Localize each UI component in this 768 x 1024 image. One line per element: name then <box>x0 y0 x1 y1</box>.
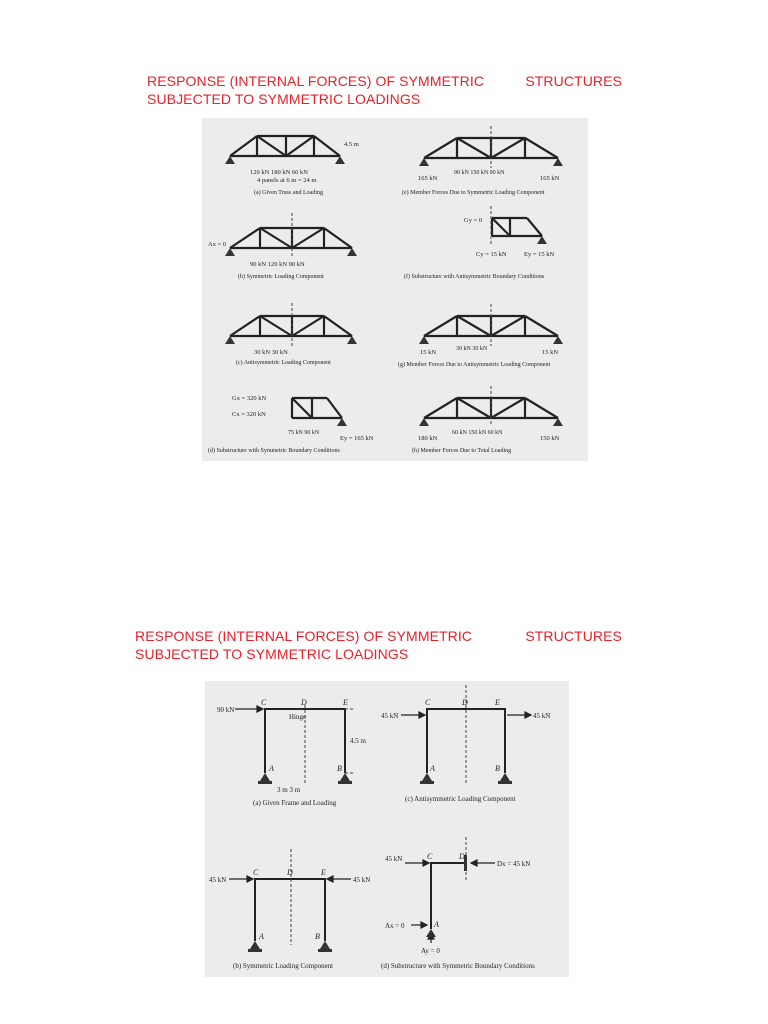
c-right: 45 kN <box>533 712 551 720</box>
caption-c: (c) Antisymmetric Loading Component <box>236 360 331 366</box>
h-loads: 60 kN 150 kN 60 kN <box>452 430 503 436</box>
caption-frame-d: (d) Substructure with Symmetric Boundary Conditions <box>381 962 535 970</box>
caption-e: (e) Member Forces Due to Symmetric Loading Component <box>402 190 545 196</box>
truss-a <box>230 136 340 156</box>
d-ay: Ay = 0 <box>421 947 440 955</box>
section1-heading-line2: SUBJECTED TO SYMMETRIC LOADINGS <box>147 91 421 107</box>
truss-f <box>492 218 542 236</box>
a-loads: 120 kN 180 kN 60 kN <box>250 169 308 176</box>
node-d-b: D <box>287 868 293 877</box>
truss-figure <box>202 118 588 461</box>
node-c-c: C <box>425 698 431 707</box>
d-cx: Cx = 320 kN <box>232 411 266 418</box>
section2-heading-left: RESPONSE (INTERNAL FORCES) OF SYMMETRIC <box>135 628 473 644</box>
h-left: 180 kN <box>418 435 438 442</box>
node-b-b: B <box>315 932 320 941</box>
caption-frame-c: (c) Antisymmetric Loading Component <box>405 795 516 803</box>
truss-d <box>292 398 342 418</box>
node-b-a: B <box>337 764 342 773</box>
node-a-a: A <box>269 764 274 773</box>
d-load: 45 kN <box>385 855 403 863</box>
d-loads: 75 kN 90 kN <box>288 430 320 436</box>
section1-heading-left: RESPONSE (INTERNAL FORCES) OF SYMMETRIC <box>147 73 485 89</box>
node-c-d: C <box>427 852 433 861</box>
node-c-a: C <box>261 698 267 707</box>
b-ax: Ax = 0 <box>208 241 227 248</box>
truss-figure-svg <box>202 118 588 461</box>
node-e-b: E <box>321 868 326 877</box>
a-height: 4.5 m <box>350 737 366 745</box>
h-right: 150 kN <box>540 435 560 442</box>
caption-a: (a) Given Truss and Loading <box>254 190 323 196</box>
caption-g: (g) Member Forces Due to Antisymmetric Loading Component <box>398 362 551 368</box>
frame-figure-svg <box>205 681 569 977</box>
e-right: 165 kN <box>540 175 560 182</box>
node-b-c: B <box>495 764 500 773</box>
a-hinge: Hinge <box>289 713 307 721</box>
node-a-b: A <box>259 932 264 941</box>
f-cy: Cy = 15 kN <box>476 251 507 258</box>
frame-figure <box>205 681 569 977</box>
section1-heading-right: STRUCTURES <box>525 73 622 89</box>
caption-h: (h) Member Forces Due to Total Loading <box>412 448 512 454</box>
e-loads: 90 kN 150 kN 90 kN <box>454 170 505 176</box>
caption-frame-a: (a) Given Frame and Loading <box>253 799 337 807</box>
node-d-c: D <box>462 698 468 707</box>
truss-b <box>230 228 352 248</box>
caption-f: (f) Substructure with Antisymmetric Boundary Conditions <box>404 274 545 280</box>
d-ey: Ey = 165 kN <box>340 435 374 442</box>
section2-heading-right: STRUCTURES <box>525 628 622 644</box>
b-loads: 90 kN 120 kN 90 kN <box>250 261 305 268</box>
section2-heading <box>135 627 622 663</box>
node-e-c: E <box>495 698 500 707</box>
node-d-a: D <box>301 698 307 707</box>
c-left: 45 kN <box>381 712 399 720</box>
a-spans: 3 m 3 m <box>277 786 301 794</box>
a-load: 90 kN <box>217 706 235 714</box>
d-dx: Dx = 45 kN <box>497 860 531 868</box>
a-panels: 4 panels at 6 m = 24 m <box>257 177 317 184</box>
caption-frame-b: (b) Symmetric Loading Component <box>233 962 334 970</box>
b-right: 45 kN <box>353 876 371 884</box>
a-height: 4.5 m <box>344 141 359 148</box>
node-c-b: C <box>253 868 259 877</box>
caption-d: (d) Substructure with Symmetric Boundary Conditions <box>208 448 340 454</box>
f-gy: Gy = 0 <box>464 217 483 224</box>
g-left: 15 kN <box>420 349 437 356</box>
c-loads: 30 kN 30 kN <box>254 349 288 356</box>
truss-c <box>230 316 352 336</box>
g-loads: 30 kN 30 kN <box>456 346 488 352</box>
section1-heading <box>147 72 622 108</box>
node-a-c: A <box>430 764 435 773</box>
b-left: 45 kN <box>209 876 227 884</box>
f-ey: Ey = 15 kN <box>524 251 555 258</box>
g-right: 15 kN <box>542 349 559 356</box>
d-ax: Ax = 0 <box>385 922 405 930</box>
caption-b: (b) Symmetric Loading Component <box>238 274 324 280</box>
node-a-d: A <box>434 920 439 929</box>
d-gx: Gx = 320 kN <box>232 395 267 402</box>
section2-heading-line2: SUBJECTED TO SYMMETRIC LOADINGS <box>135 646 409 662</box>
e-left: 165 kN <box>418 175 438 182</box>
node-d-d: D <box>459 852 465 861</box>
node-e-a: E <box>343 698 348 707</box>
